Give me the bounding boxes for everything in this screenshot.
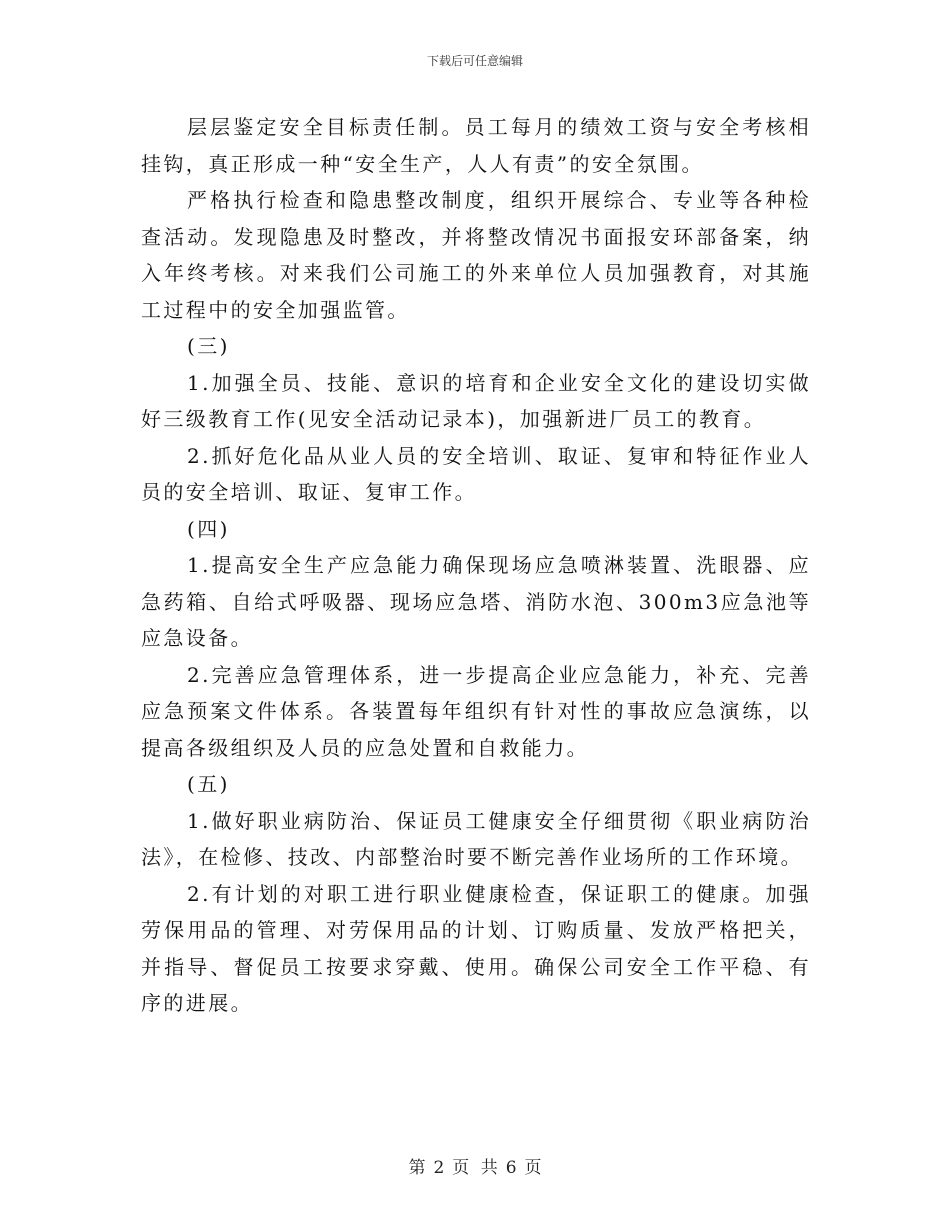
section-heading: (三)	[187, 334, 230, 358]
paragraph: 2.完善应急管理体系，进一步提高企业应急能力，补充、完善应急预案文件体系。各装置每年组织有针对性的事故应急演练，以提高各级组织及人员的应急处置和自救能力。	[141, 662, 811, 760]
paragraph: 2.抓好危化品从业人员的安全培训、取证、复审和特征作业人员的安全培训、取证、复审工作。	[141, 443, 811, 504]
page-header: 下载后可任意编辑	[426, 54, 523, 68]
paragraph: 层层鉴定安全目标责任制。员工每月的绩效工资与安全考核相挂钩，真正形成一种“安全生产，人人有责”的安全氛围。	[141, 115, 811, 176]
page-mid: 页 共	[452, 1158, 498, 1178]
section-heading: (四)	[187, 516, 230, 541]
page-prefix: 第	[408, 1158, 426, 1178]
total-pages-number: 6	[505, 1158, 517, 1178]
paragraph: 1.加强全员、技能、意识的培育和企业安全文化的建设切实做好三级教育工作(见安全活动记录本)，加强新进厂员工的教育。	[141, 370, 811, 431]
page-footer	[0, 1153, 950, 1178]
paragraph: 1.做好职业病防治、保证员工健康安全仔细贯彻《职业病防治法》，在检修、技改、内部整治时要不断完善作业场所的工作环境。	[141, 808, 811, 869]
paragraph: 严格执行检查和隐患整改制度，组织开展综合、专业等各种检查活动。发现隐患及时整改，并将整改情况书面报安环部备案，纳入年终考核。对来我们公司施工的外来单位人员加强教育，对其施工过程中的安全加强监管。	[141, 188, 811, 322]
page-suffix: 页	[524, 1158, 542, 1178]
paragraph: 1.提高安全生产应急能力确保现场应急喷淋装置、洗眼器、应急药箱、自给式呼吸器、现场应急塔、消防水泡、300m3应急池等应急设备。	[141, 553, 811, 650]
current-page-number: 2	[433, 1158, 445, 1178]
section-heading: (五)	[187, 772, 230, 796]
paragraph: 2.有计划的对职工进行职业健康检查，保证职工的健康。加强劳保用品的管理、对劳保用品的计划、订购质量、发放严格把关，并指导、督促员工按要求穿戴、使用。确保公司安全工作平稳、有序的进展。	[141, 881, 811, 1015]
document-body	[141, 109, 811, 1022]
